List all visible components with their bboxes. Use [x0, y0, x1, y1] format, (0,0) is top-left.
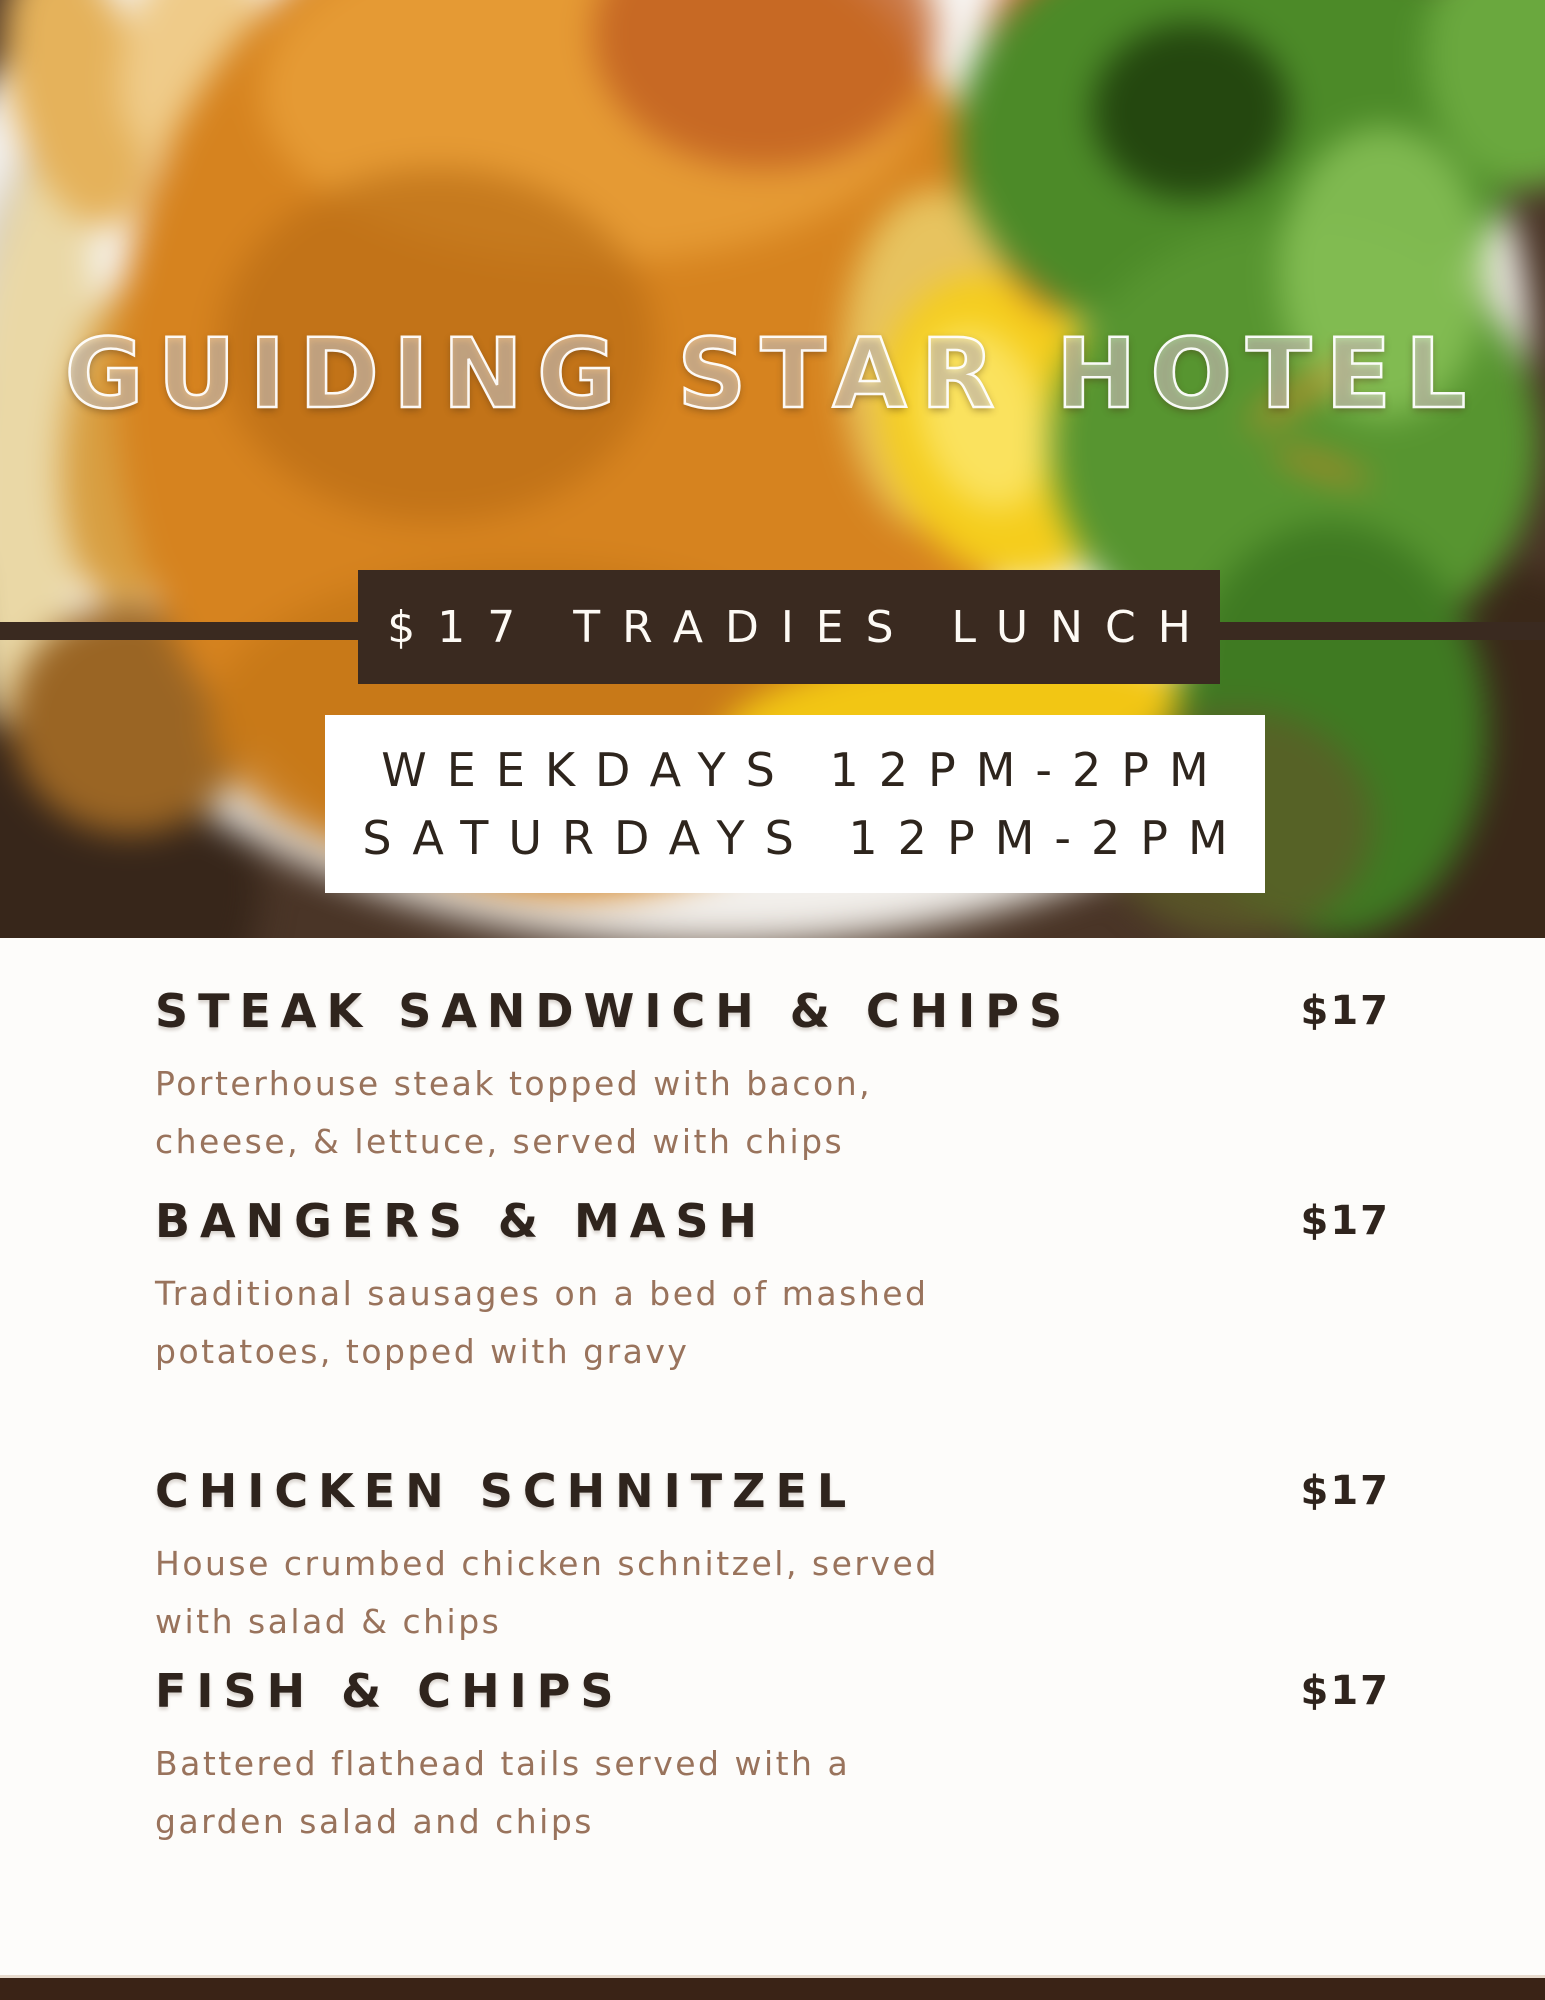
item-name: BANGERS & MASH — [155, 1194, 768, 1248]
photo-salad — [1092, 23, 1290, 200]
item-name: FISH & CHIPS — [155, 1664, 624, 1718]
menu-item-row — [155, 1665, 1390, 1735]
item-price: $17 — [1300, 1198, 1390, 1244]
item-price: $17 — [1300, 1668, 1390, 1714]
item-description-line: with salad & chips — [155, 1602, 502, 1641]
banner-label: $17 TRADIES LUNCH — [387, 601, 1213, 653]
item-description-line: House crumbed chicken schnitzel, served — [155, 1544, 939, 1583]
menu-item — [155, 985, 1390, 1171]
item-price: $17 — [1300, 1468, 1390, 1514]
item-name: CHICKEN SCHNITZEL — [155, 1464, 857, 1518]
tradies-lunch-banner — [358, 570, 1220, 684]
menu-item-row — [155, 1195, 1390, 1265]
item-description-line: Battered flathead tails served with a — [155, 1744, 851, 1783]
item-description-line: garden salad and chips — [155, 1802, 594, 1841]
item-price: $17 — [1300, 988, 1390, 1034]
item-name: STEAK SANDWICH & CHIPS — [155, 984, 1073, 1038]
item-description-line: Porterhouse steak topped with bacon, — [155, 1064, 873, 1103]
item-description-line: cheese, & lettuce, served with chips — [155, 1122, 845, 1161]
item-description-line: Traditional sausages on a bed of mashed — [155, 1274, 929, 1313]
menu-item-row — [155, 985, 1390, 1055]
menu-item — [155, 1665, 1390, 1851]
hours-weekdays: WEEKDAYS 12PM-2PM — [381, 743, 1229, 797]
footer-bar — [0, 1975, 1545, 2000]
menu-item — [155, 1465, 1390, 1651]
hours-saturdays: SATURDAYS 12PM-2PM — [362, 811, 1248, 865]
menu-item-row — [155, 1465, 1390, 1535]
item-description-line: potatoes, topped with gravy — [155, 1332, 690, 1371]
menu-list — [0, 938, 1545, 1851]
hours-box — [325, 715, 1265, 893]
menu-item — [155, 1195, 1390, 1381]
page-title: GUIDING STAR HOTEL — [64, 318, 1481, 430]
hero-photo — [0, 0, 1545, 938]
